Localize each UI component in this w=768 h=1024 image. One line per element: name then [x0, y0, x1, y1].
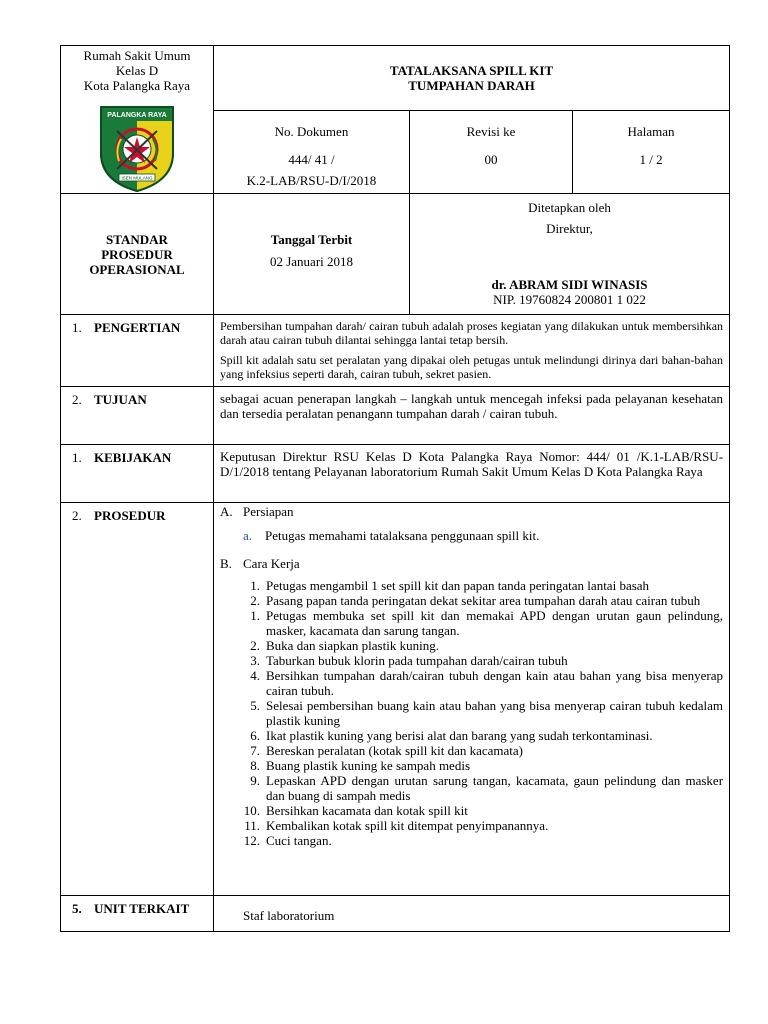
document-title-line-2: TUMPAHAN DARAH	[408, 78, 535, 93]
part-a-item-text: Petugas memahami tatalaksana penggunaan spill kit.	[265, 528, 540, 543]
document-title-cell	[214, 46, 730, 111]
procedure-step-number: 4.	[250, 668, 260, 683]
procedure-step	[220, 698, 723, 728]
procedure-step-number: 1.	[250, 608, 260, 623]
approver-title: Direktur,	[546, 221, 593, 236]
procedure-step-number: 2.	[250, 638, 260, 653]
section-label-tujuan	[61, 387, 214, 445]
emblem-motto: ISEN MULANG	[121, 175, 153, 181]
procedure-step-number: 8.	[250, 758, 260, 773]
procedure-step-text: Ikat plastik kuning yang berisi alat dan barang yang sudah terkontaminasi.	[266, 728, 653, 743]
document-number-label: No. Dokumen	[274, 123, 349, 139]
tujuan-text: sebagai acuan penerapan langkah – langkah untuk mencegah infeksi pada pelayanan kesehatan dan tersedia peralatan penangann tumpahan darah / cairan tubuh.	[220, 391, 724, 421]
section-label-kebijakan	[61, 445, 214, 503]
document-number-value-1: 444/ 41 /	[288, 151, 335, 167]
section-title: KEBIJAKAN	[94, 450, 172, 465]
sop-document-table	[60, 45, 730, 932]
procedure-step-text: Buang plastik kuning ke sampah medis	[266, 758, 471, 773]
approver-name: dr. ABRAM SIDI WINASIS	[491, 277, 648, 292]
prosedur-part-a	[220, 504, 723, 519]
procedure-step	[220, 638, 723, 653]
hospital-name-line-2: Kelas D	[115, 63, 159, 78]
section-label-pengertian	[61, 315, 214, 387]
hospital-name-line-3: Kota Palangka Raya	[83, 78, 191, 93]
approved-by-label: Ditetapkan oleh	[528, 200, 611, 215]
section-title: PROSEDUR	[94, 508, 166, 523]
procedure-step-number: 11.	[244, 818, 260, 833]
procedure-step	[220, 728, 723, 743]
sop-label-cell	[61, 194, 214, 315]
procedure-step-number: 2.	[250, 593, 260, 608]
document-number-cell	[214, 110, 410, 193]
procedure-step-number: 6.	[250, 728, 260, 743]
issue-date-label: Tanggal Terbit	[270, 232, 353, 247]
pengertian-paragraph-2: Spill kit adalah satu set peralatan yang dipakai oleh petugas untuk melindungi dirinya dari bahan-bahan yang infeksius seperti darah, cairan tubuh, sekret pasien.	[220, 353, 724, 381]
hospital-name-line-1: Rumah Sakit Umum	[83, 48, 191, 63]
section-title: UNIT TERKAIT	[94, 901, 190, 916]
hospital-identity-cell	[61, 46, 214, 194]
approver-nip: NIP. 19760824 200801 1 022	[493, 292, 646, 307]
part-a-title: Persiapan	[243, 504, 294, 519]
section-number: 5.	[72, 901, 82, 916]
section-content-kebijakan	[214, 445, 730, 503]
procedure-step-text: Bersihkan tumpahan darah/cairan tubuh dengan kain atau bahan yang bisa menyerap cairan tubuh.	[266, 668, 724, 698]
pengertian-paragraph-1: Pembersihan tumpahan darah/ cairan tubuh adalah proses kegiatan yang dilakukan untuk membersihkan darah atau cairan tubuh dilantai sehingga lantai tetap bersih.	[220, 319, 724, 347]
procedure-steps-list	[220, 578, 723, 848]
section-number: 2.	[72, 392, 82, 407]
unit-terkait-text: Staf laboratorium	[243, 908, 335, 923]
section-label-prosedur	[61, 503, 214, 896]
procedure-step-text: Taburkan bubuk klorin pada tumpahan darah/cairan tubuh	[266, 653, 568, 668]
page-cell	[573, 110, 730, 193]
page-value: 1 / 2	[639, 151, 663, 167]
section-number: 1.	[72, 320, 82, 335]
procedure-step	[220, 593, 723, 608]
section-label-unit-terkait	[61, 896, 214, 932]
procedure-step	[220, 743, 723, 758]
procedure-step-number: 12.	[243, 833, 260, 848]
sop-label-line-3: OPERASIONAL	[89, 261, 185, 277]
procedure-step-text: Pasang papan tanda peringatan dekat sekitar area tumpahan darah atau cairan tubuh	[266, 593, 701, 608]
procedure-step-text: Petugas membuka set spill kit dan memakai APD dengan urutan gaun pelindung, masker, kacamata dan sarung tangan.	[266, 608, 724, 638]
section-content-tujuan	[214, 387, 730, 445]
procedure-step-number: 7.	[250, 743, 260, 758]
revision-value: 00	[484, 151, 498, 167]
section-number: 2.	[72, 508, 82, 523]
procedure-step-text: Cuci tangan.	[266, 833, 332, 848]
procedure-step	[220, 833, 723, 848]
part-a-marker: A.	[220, 504, 233, 519]
procedure-step-text: Bereskan peralatan (kotak spill kit dan kacamata)	[266, 743, 524, 758]
document-title-line-1: TATALAKSANA SPILL KIT	[389, 63, 554, 78]
section-title: TUJUAN	[94, 392, 147, 407]
issue-date-cell	[214, 194, 410, 315]
part-a-item	[220, 528, 723, 543]
procedure-step-number: 3.	[250, 653, 260, 668]
emblem-text: PALANGKA RAYA	[107, 112, 167, 119]
procedure-step-number: 9.	[250, 773, 260, 788]
part-b-title: Cara Kerja	[243, 556, 300, 571]
sop-label-line-2: PROSEDUR	[101, 246, 173, 262]
kebijakan-text: Keputusan Direktur RSU Kelas D Kota Palangka Raya Nomor: 444/ 01 /K.1-LAB/RSU-D/1/2018 tentang Pelayanan laboratorium Rumah Sakit Umum Kelas D Kota Palangka Raya	[220, 449, 724, 479]
issue-date-value: 02 Januari 2018	[269, 254, 354, 269]
procedure-step-text: Bersihkan kacamata dan kotak spill kit	[266, 803, 468, 818]
procedure-step-text: Selesai pembersihan buang kain atau bahan yang bisa menyerap cairan tubuh kedalam plastik kuning	[266, 698, 724, 728]
procedure-step	[220, 578, 723, 593]
section-content-pengertian	[214, 315, 730, 387]
procedure-step	[220, 803, 723, 818]
procedure-step-number: 10.	[243, 803, 260, 818]
procedure-step	[220, 818, 723, 833]
prosedur-part-b	[220, 556, 723, 571]
procedure-step-number: 5.	[250, 698, 260, 713]
procedure-step-text: Buka dan siapkan plastik kuning.	[266, 638, 439, 653]
sop-label-line-1: STANDAR	[106, 231, 168, 247]
procedure-step	[220, 668, 723, 698]
section-content-prosedur	[214, 503, 730, 896]
procedure-step-text: Petugas mengambil 1 set spill kit dan papan tanda peringatan lantai basah	[266, 578, 650, 593]
palangka-raya-emblem-icon	[97, 101, 177, 193]
procedure-step	[220, 758, 723, 773]
revision-label: Revisi ke	[466, 123, 516, 139]
procedure-step-text: Kembalikan kotak spill kit ditempat penyimpanannya.	[266, 818, 549, 833]
section-title: PENGERTIAN	[94, 320, 181, 335]
procedure-step-number: 1.	[250, 578, 260, 593]
document-number-value-2: K.2-LAB/RSU-D/I/2018	[246, 172, 377, 188]
procedure-step	[220, 608, 723, 638]
part-b-marker: B.	[220, 556, 232, 571]
procedure-step-text: Lepaskan APD dengan urutan sarung tangan, kacamata, gaun pelindung dan masker dan buang di sampah medis	[266, 773, 724, 803]
approval-cell	[410, 194, 730, 315]
page-label: Halaman	[627, 123, 675, 139]
procedure-step	[220, 773, 723, 803]
section-number: 1.	[72, 450, 82, 465]
part-a-item-marker: a.	[243, 528, 253, 543]
procedure-step	[220, 653, 723, 668]
section-content-unit-terkait	[214, 896, 730, 932]
revision-cell	[410, 110, 573, 193]
